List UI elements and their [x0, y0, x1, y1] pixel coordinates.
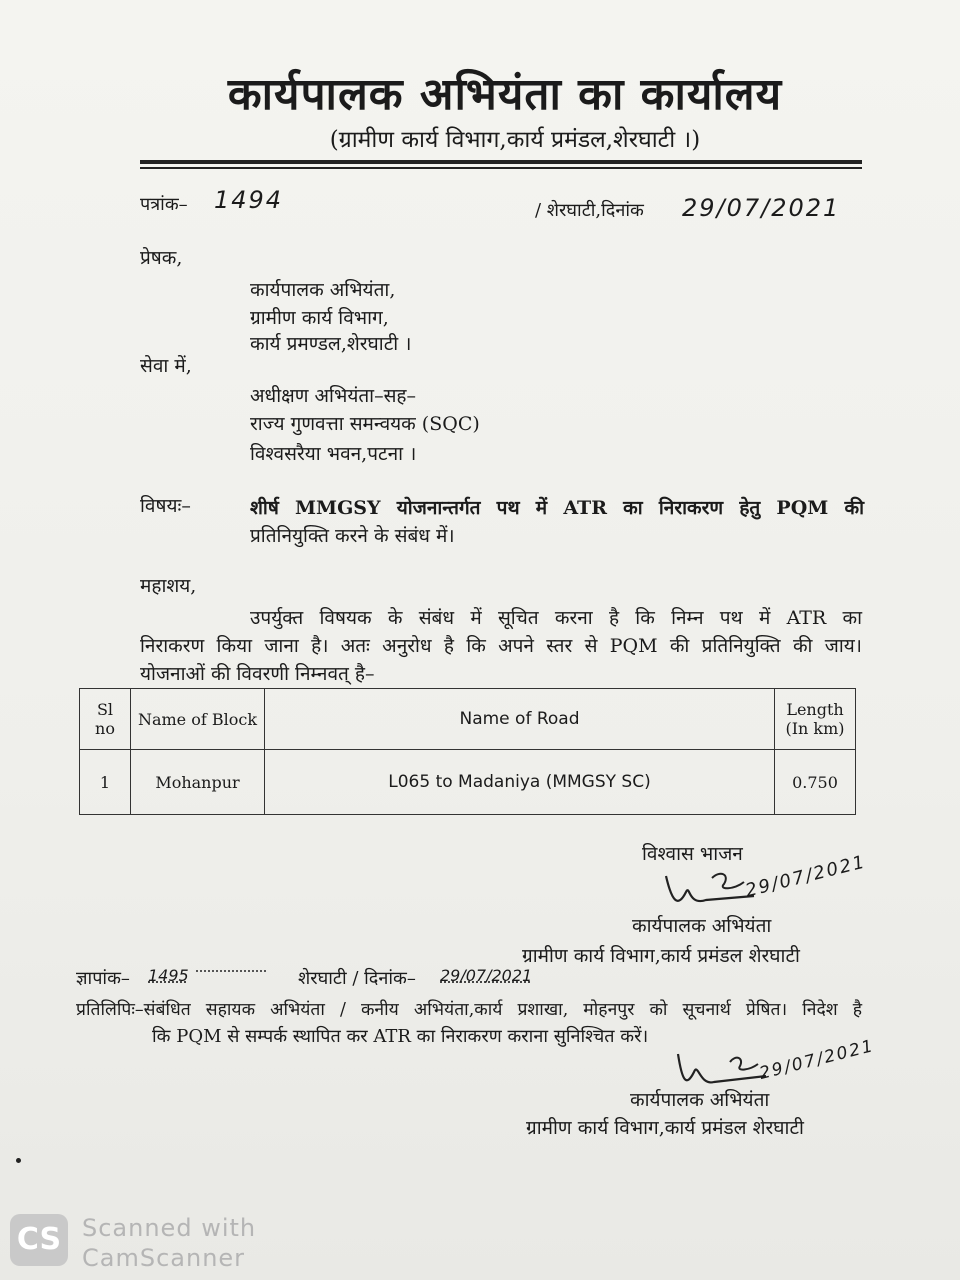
- signature-2-designation: कार्यपालक अभियंता: [630, 1089, 770, 1111]
- sender-label: प्रेषक,: [140, 247, 183, 269]
- camscanner-logo-icon: CS: [10, 1214, 68, 1266]
- sender-line: ग्रामीण कार्य विभाग,: [250, 307, 389, 329]
- road-details-table: [79, 688, 856, 815]
- header-road: Name of Road: [265, 689, 775, 750]
- memo-number: 1495: [148, 966, 189, 985]
- header-length: Length (In km): [775, 689, 856, 750]
- body-line-2: निराकरण किया जाना है। अतः अनुरोध है कि अपने स्तर से PQM की प्रतिनियुक्ति की जाय।: [140, 635, 862, 657]
- office-subtitle: (ग्रामीण कार्य विभाग,कार्य प्रमंडल,शेरघाटी ।): [329, 127, 701, 153]
- header-block: Name of Block: [131, 689, 265, 750]
- signature-1-designation: कार्यपालक अभियंता: [632, 915, 772, 937]
- recipient-label: सेवा में,: [140, 355, 192, 377]
- signature-2-date: 29/07/2021: [757, 1036, 877, 1084]
- recipient-line: अधीक्षण अभियंता–सह–: [250, 385, 417, 407]
- memo-date: 29/07/2021: [440, 966, 533, 985]
- letter-date: 29/07/2021: [682, 194, 841, 222]
- header-sl-no: Sl no: [80, 689, 131, 750]
- recipient-line: राज्य गुणवत्ता समन्वयक (SQC): [250, 413, 480, 435]
- letter-number-label: पत्रांक–: [140, 194, 188, 215]
- subject-text: शीर्ष MMGSY योजनान्तर्गत पथ में ATR का निराकरण हेतु PQM की: [250, 497, 864, 519]
- memo-number-dots: [196, 970, 266, 972]
- signature-1-office: ग्रामीण कार्य विभाग,कार्य प्रमंडल शेरघाटी: [522, 945, 800, 967]
- body-line-3: योजनाओं की विवरणी निम्नवत् है–: [140, 663, 375, 685]
- memo-place-date-label: शेरघाटी / दिनांक–: [298, 968, 416, 989]
- cell-sl: 1: [80, 750, 131, 815]
- cell-block: Mohanpur: [131, 750, 265, 815]
- subject-label: विषयः–: [140, 495, 191, 517]
- sender-line: कार्यपालक अभियंता,: [250, 279, 396, 301]
- cell-length: 0.750: [775, 750, 856, 815]
- signature-1-date: 29/07/2021: [743, 851, 869, 902]
- subject-line-1: [250, 494, 864, 523]
- recipient-line: विश्वसरैया भवन,पटना ।: [250, 443, 417, 465]
- signature-2-office: ग्रामीण कार्य विभाग,कार्य प्रमंडल शेरघाटी: [526, 1117, 804, 1139]
- salutation: महाशय,: [140, 575, 197, 597]
- closing: विश्वास भाजन: [642, 843, 743, 865]
- place-date-label: / शेरघाटी,दिनांक: [535, 200, 644, 221]
- stray-mark: [16, 1158, 21, 1163]
- memo-label: ज्ञापांक–: [76, 968, 130, 989]
- copy-line-2: कि PQM से सम्पर्क स्थापित कर ATR का निराकरण कराना सुनिश्चित करें।: [152, 1026, 649, 1047]
- sender-line: कार्य प्रमण्डल,शेरघाटी ।: [250, 333, 412, 355]
- header-divider-thin: [140, 167, 862, 169]
- table-header-row: [80, 689, 856, 750]
- watermark-line-1: Scanned with: [82, 1214, 257, 1242]
- table-row: [80, 750, 856, 815]
- header-divider-thick: [140, 160, 862, 164]
- office-title: कार्यपालक अभियंता का कार्यालय: [227, 69, 783, 120]
- cell-road: L065 to Madaniya (MMGSY SC): [265, 750, 775, 815]
- subject-line-2: प्रतिनियुक्ति करने के संबंध में।: [250, 525, 455, 547]
- watermark-line-2: CamScanner: [82, 1244, 246, 1272]
- body-line-1: उपर्युक्त विषयक के संबंध में सूचित करना है कि निम्न पथ में ATR का: [250, 607, 862, 629]
- copy-line-1: प्रतिलिपिः–संबंधित सहायक अभियंता / कनीय अभियंता,कार्य प्रशाखा, मोहनपुर को सूचनार्थ प्रेषित। निदेश है: [76, 1000, 862, 1020]
- letter-number: 1494: [214, 186, 284, 214]
